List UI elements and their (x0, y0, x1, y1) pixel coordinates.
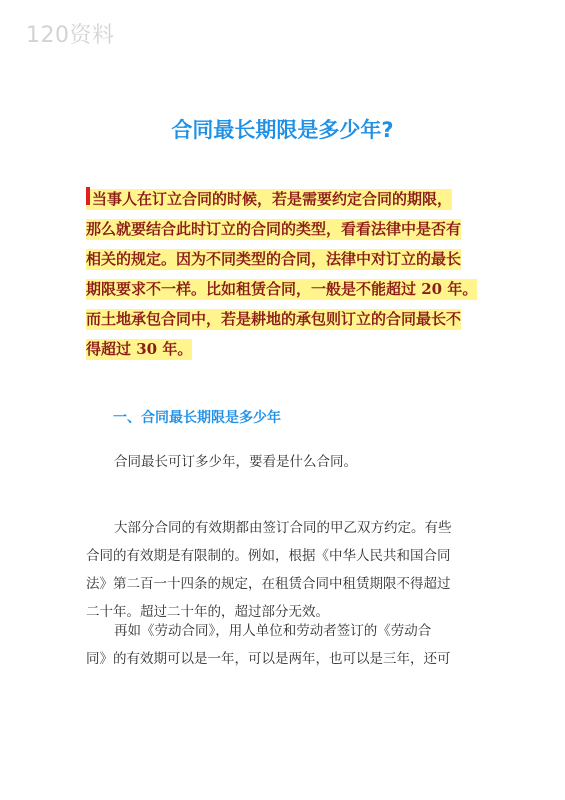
paragraph (86, 617, 496, 673)
intro-line (86, 274, 491, 304)
intro-line-text: 当事人在订立合同的时候，若是需要约定合同的期限， (86, 189, 452, 210)
intro-highlight-block (86, 184, 491, 364)
intro-marker (86, 187, 90, 205)
intro-line-text: 而土地承包合同中，若是耕地的承包则订立的合同最长不 (86, 310, 462, 328)
intro-line (86, 184, 491, 214)
document-title: 合同最长期限是多少年? (171, 118, 394, 142)
paragraph (86, 514, 496, 626)
paragraph-line: 二十年。超过二十年的，超过部分无效。 (86, 604, 329, 620)
intro-line (86, 334, 491, 364)
paragraph (86, 448, 496, 476)
intro-line (86, 304, 491, 334)
paragraph-line: 合同最长可订多少年，要看是什么合同。 (114, 454, 357, 470)
paragraph-line: 法》第二百一十四条的规定，在租赁合同中租赁期限不得超过 (86, 576, 451, 592)
paragraph-line: 同》的有效期可以是一年，可以是两年，也可以是三年，还可 (86, 651, 451, 667)
intro-line-text: 相关的规定。因为不同类型的合同，法律中对订立的最长 (86, 250, 462, 268)
intro-line-text: 得超过 30 年。 (86, 340, 193, 358)
paragraph-line: 合同的有效期是有限制的。例如，根据《中华人民共和国合同 (86, 548, 451, 564)
intro-line-text: 那么就要结合此时订立的合同的类型，看看法律中是否有 (86, 220, 462, 238)
paragraph-line: 再如《劳动合同》，用人单位和劳动者签订的《劳动合 (114, 623, 432, 639)
intro-line (86, 244, 491, 274)
intro-line-text: 期限要求不一样。比如租赁合同，一般是不能超过 20 年。 (86, 280, 478, 298)
intro-line (86, 214, 491, 244)
section-heading: 一、合同最长期限是多少年 (113, 410, 281, 426)
watermark: 120资料 (26, 23, 115, 48)
paragraph-line: 大部分合同的有效期都由签订合同的甲乙双方约定。有些 (114, 520, 452, 536)
